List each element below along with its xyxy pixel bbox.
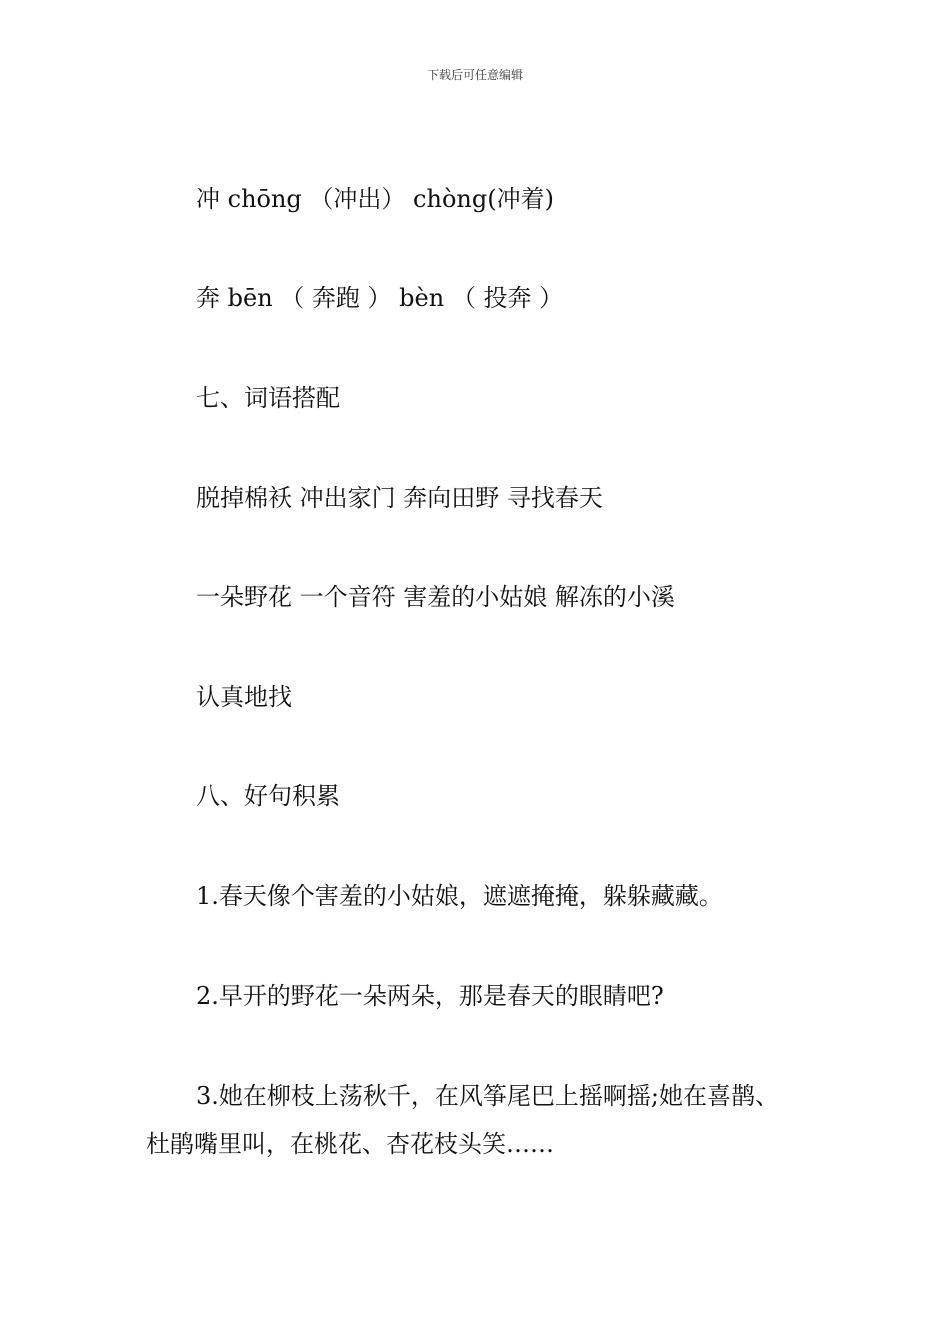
- word-pairs-line-2: 一朵野花 一个音符 害羞的小姑娘 解冻的小溪: [196, 583, 675, 611]
- section-eight-heading: 八、好句积累: [196, 782, 340, 810]
- sentence-1: 1.春天像个害羞的小姑娘，遮遮掩掩，躲躲藏藏。: [196, 882, 723, 910]
- sentence-2: 2.早开的野花一朵两朵，那是春天的眼睛吧?: [196, 982, 664, 1010]
- sentence-3-part-1: 3.她在柳枝上荡秋千，在风筝尾巴上摇啊摇;她在喜鹊、: [196, 1082, 779, 1110]
- polyphone-chong-line: 冲 chōng （冲出） chòng(冲着): [196, 185, 554, 213]
- word-pairs-line-3: 认真地找: [196, 683, 292, 711]
- section-seven-heading: 七、词语搭配: [196, 384, 340, 412]
- page-header: 下载后可任意编辑: [426, 68, 523, 82]
- polyphone-ben-line: 奔 bēn （ 奔跑 ） bèn （ 投奔 ）: [196, 284, 564, 312]
- word-pairs-line-1: 脱掉棉袄 冲出家门 奔向田野 寻找春天: [196, 484, 603, 512]
- sentence-3-part-2: 杜鹃嘴里叫，在桃花、杏花枝头笑……: [146, 1130, 554, 1158]
